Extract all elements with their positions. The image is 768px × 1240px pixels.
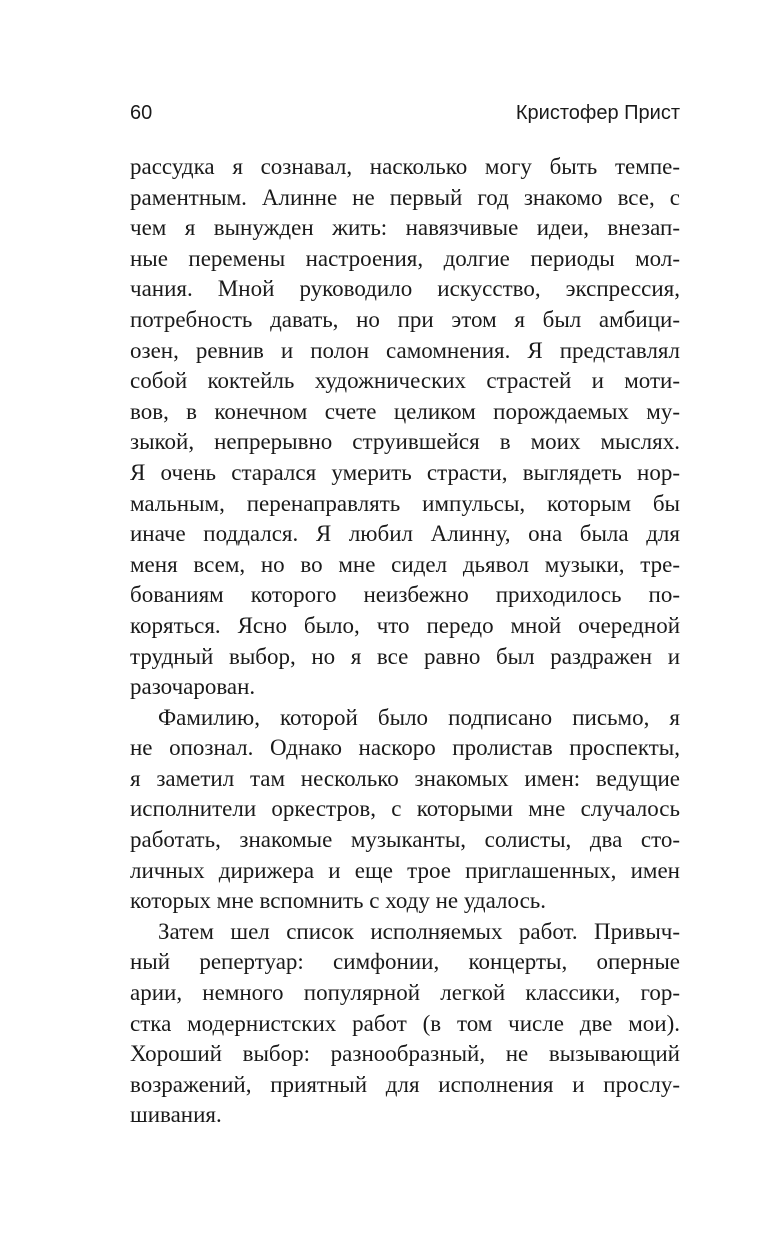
text-line: арии, немного популярной легкой классики, гор- (130, 980, 680, 1006)
text-line: Фамилию, которой было подписано письмо, я (158, 704, 680, 730)
text-line: которых мне вспомнить с ходу не удалось. (130, 888, 547, 914)
text-line: чем я вынужден жить: навязчивые идеи, внезап- (130, 215, 680, 241)
text-line: бованиям которого неизбежно приходилось по- (130, 582, 680, 608)
text-line: Я очень старался умерить страсти, выглядеть нор- (130, 459, 680, 485)
text-line: рассудка я сознавал, насколько могу быть темпе- (130, 154, 680, 179)
text-line: работать, знакомые музыканты, солисты, два сто- (130, 827, 680, 853)
running-title: Кристофер Прист (515, 102, 680, 124)
text-line: иначе поддался. Я любил Алинну, она была для (130, 521, 680, 547)
body-text (130, 152, 680, 1131)
text-line: меня всем, но во мне сидел дьявол музыки, тре- (130, 551, 680, 577)
text-line: не опознал. Однако наскоро пролистав проспекты, (130, 735, 680, 761)
text-line: личных дирижера и еще трое приглашенных, имен (130, 857, 680, 883)
text-line: коряться. Ясно было, что передо мной очередной (130, 612, 680, 638)
text-line: ный репертуар: симфонии, концерты, оперные (130, 949, 680, 975)
text-line: Затем шел список исполняемых работ. Привыч- (158, 918, 680, 944)
text-line: шивания. (130, 1102, 222, 1128)
text-line: потребность давать, но при этом я был амбици- (130, 306, 680, 332)
text-line: возражений, приятный для исполнения и прослу- (130, 1071, 680, 1097)
paragraph-1 (130, 152, 680, 703)
text-line: стка модернистских работ (в том числе две мои). (130, 1010, 680, 1036)
text-line: Хороший выбор: разнообразный, не вызывающий (130, 1041, 680, 1067)
paragraph-2 (130, 703, 680, 917)
text-line: разочарован. (130, 674, 256, 700)
text-line: трудный выбор, но я все равно был раздражен и (130, 643, 680, 669)
text-line: чания. Мной руководило искусство, экспрессия, (130, 276, 680, 302)
text-line: озен, ревнив и полон самомнения. Я представлял (130, 337, 680, 363)
text-line: мальным, перенаправлять импульсы, которым бы (130, 490, 680, 516)
page-number: 60 (130, 102, 153, 124)
text-line: ные перемены настроения, долгие периоды мол- (130, 245, 680, 271)
text-line: я заметил там несколько знакомых имен: ведущие (130, 765, 680, 791)
text-line: собой коктейль художнических страстей и моти- (130, 368, 680, 394)
text-line: исполнители оркестров, с которыми мне случалось (130, 796, 680, 822)
text-line: зыкой, непрерывно струившейся в моих мыслях. (130, 429, 680, 455)
text-line: вов, в конечном счете целиком порождаемых му- (130, 398, 680, 424)
paragraph-3 (130, 917, 680, 1131)
text-line: раментным. Алинне не первый год знакомо все, с (130, 184, 680, 210)
running-header (130, 102, 680, 132)
